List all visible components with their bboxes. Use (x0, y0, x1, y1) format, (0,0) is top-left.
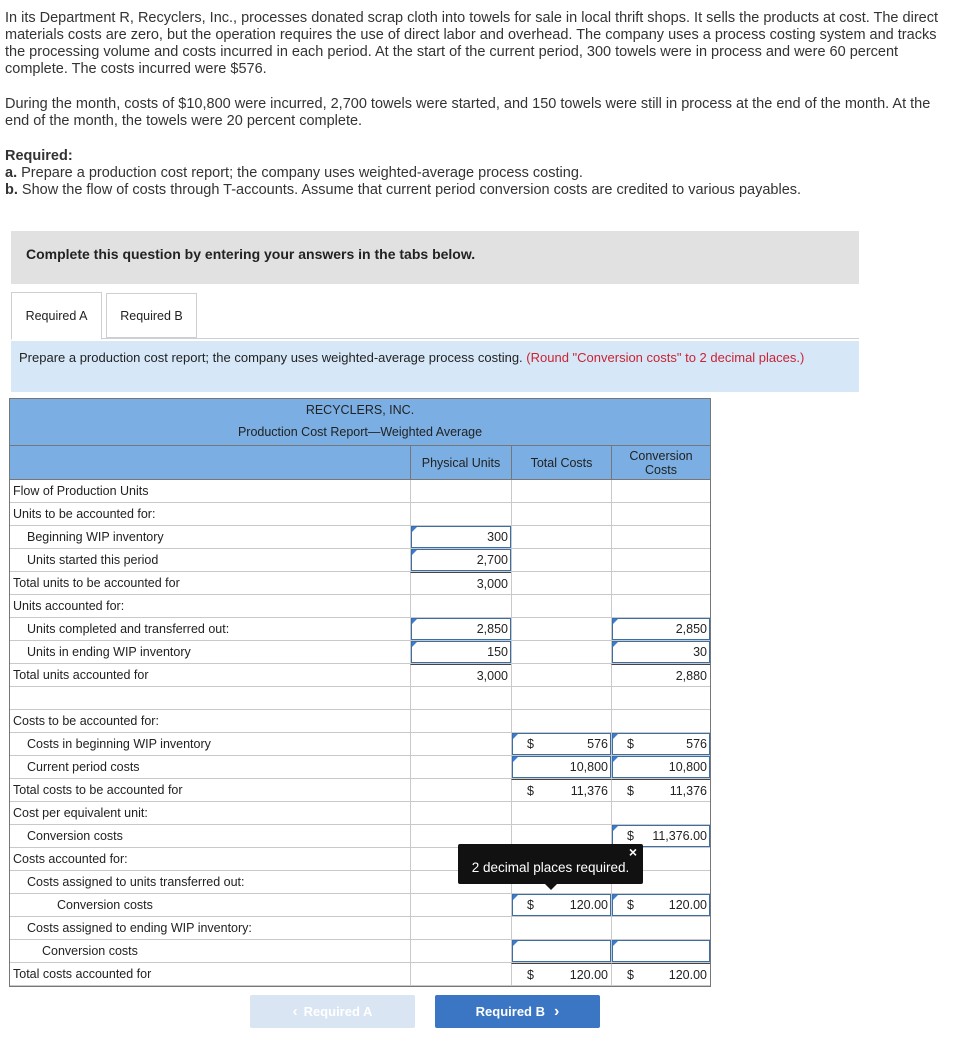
problem-statement (5, 10, 950, 199)
dollar-sign: $ (627, 898, 634, 912)
table-row (10, 618, 710, 641)
conversion-costs-header: Conversion Costs (611, 446, 710, 479)
tab-divider (11, 338, 859, 339)
current-costs-conv-input[interactable]: 10,800 (611, 756, 710, 778)
assigned-end-total-input[interactable] (511, 940, 611, 962)
completed-units-input[interactable]: 2,850 (410, 618, 511, 640)
table-row (10, 710, 710, 733)
banner-text: Complete this question by entering your answers in the tabs below. (26, 246, 476, 262)
total-accounted-conv: 2,880 (611, 664, 710, 686)
table-row (10, 779, 710, 802)
row-label: Conversion costs (27, 829, 123, 843)
instruction-text: Prepare a production cost report; the company uses weighted-average process costing. (19, 350, 523, 365)
prev-button-label: Required A (303, 1004, 373, 1019)
total-accounted-units: 3,000 (410, 664, 511, 686)
required-b (5, 182, 950, 199)
row-label: Flow of Production Units (13, 484, 149, 498)
row-label: Costs accounted for: (13, 852, 128, 866)
problem-paragraph-1: In its Department R, Recyclers, Inc., processes donated scrap cloth into towels for sale in local thrift shops. It sells the products at cost. The direct materials costs are zero, but the operation requires the use of direct labor and overhead. The company uses a process costing system and tracks the processing volume and costs incurred in each period. At the start of the current period, 300 towels were in process and were 60 percent complete. The costs incurred were $576. (5, 10, 938, 77)
required-b-text: Show the flow of costs through T-accounts. Assume that current period conversion costs are credited to various payables. (21, 182, 802, 198)
row-label: Beginning WIP inventory (27, 530, 164, 544)
total-to-account-units: 3,000 (410, 572, 511, 594)
table-row (10, 963, 710, 986)
table-row (10, 572, 710, 595)
row-label: Units completed and transferred out: (27, 622, 230, 636)
total-costs-total-value: 11,376 (570, 783, 608, 798)
beg-costs-total-input[interactable] (511, 733, 611, 755)
table-row (10, 894, 710, 917)
validation-tooltip (458, 844, 643, 884)
completed-conv-input[interactable]: 2,850 (611, 618, 710, 640)
ending-wip-conv-input[interactable]: 30 (611, 641, 710, 663)
required-heading: Required: (5, 148, 73, 164)
cost-per-eu-value: 11,376.00 (652, 829, 707, 843)
dollar-sign: $ (627, 968, 634, 982)
tab-required-a[interactable]: Required A (11, 292, 102, 340)
total-costs-total (511, 779, 611, 801)
tooltip-message: 2 decimal places required. (471, 860, 630, 875)
row-label: Costs to be accounted for: (13, 714, 159, 728)
total-accounted-costs-total (511, 963, 611, 985)
row-label: Total costs to be accounted for (13, 783, 183, 797)
total-costs-header: Total Costs (511, 446, 611, 479)
beg-costs-conv-value: 576 (686, 737, 707, 751)
table-row (10, 802, 710, 825)
dollar-sign: $ (527, 898, 534, 912)
row-label: Costs assigned to ending WIP inventory: (27, 921, 252, 935)
total-accounted-costs-conv (611, 963, 710, 985)
row-label: Units in ending WIP inventory (27, 645, 191, 659)
row-label: Conversion costs (42, 944, 138, 958)
next-button-label: Required B (475, 1004, 545, 1019)
row-label: Units accounted for: (13, 599, 125, 613)
required-b-letter: b. (5, 182, 18, 198)
tab-instruction (11, 341, 859, 392)
dollar-sign: $ (527, 784, 534, 798)
row-label: Cost per equivalent unit: (13, 806, 148, 820)
next-button[interactable] (435, 995, 600, 1028)
table-row (10, 940, 710, 963)
chevron-right-icon: › (554, 1002, 560, 1020)
row-label: Units to be accounted for: (13, 507, 156, 521)
row-label: Costs in beginning WIP inventory (27, 737, 211, 751)
production-cost-report (9, 398, 711, 987)
ending-wip-units-input[interactable]: 150 (410, 641, 511, 663)
started-units-input[interactable]: 2,700 (410, 549, 511, 571)
report-header (10, 399, 710, 446)
required-a (5, 165, 950, 182)
assigned-out-conv-value: 120.00 (668, 898, 707, 912)
table-row (10, 503, 710, 526)
dollar-sign: $ (627, 784, 634, 798)
row-label: Conversion costs (57, 898, 153, 912)
chevron-left-icon: ‹ (292, 1003, 298, 1020)
table-row (10, 664, 710, 687)
tab-required-b[interactable]: Required B (106, 293, 197, 338)
row-label: Total units accounted for (13, 668, 149, 682)
total-accounted-costs-conv-value: 120.00 (668, 967, 707, 982)
physical-units-header: Physical Units (410, 446, 511, 479)
table-row (10, 917, 710, 940)
close-icon[interactable]: × (628, 844, 637, 860)
required-section (5, 148, 950, 199)
current-costs-total-input[interactable]: 10,800 (511, 756, 611, 778)
row-label: Units started this period (27, 553, 159, 567)
table-row (10, 641, 710, 664)
problem-paragraph-2: During the month, costs of $10,800 were incurred, 2,700 towels were started, and 150 towels were still in process at the end of the month. At the end of the month, the towels were 20 percent complete. (5, 96, 931, 129)
instructions-banner (11, 231, 859, 284)
required-a-text: Prepare a production cost report; the company uses weighted-average process costing. (21, 165, 583, 181)
table-row (10, 756, 710, 779)
row-label: Current period costs (27, 760, 140, 774)
table-row (10, 549, 710, 572)
dollar-sign: $ (527, 737, 534, 751)
row-label: Costs assigned to units transferred out: (27, 875, 245, 889)
required-a-letter: a. (5, 165, 18, 181)
dollar-sign: $ (627, 829, 634, 843)
label-column-header (10, 446, 410, 479)
tooltip-arrow (545, 884, 557, 890)
table-row (10, 526, 710, 549)
row-label: Total costs accounted for (13, 967, 152, 981)
dollar-sign: $ (527, 968, 534, 982)
total-costs-conv-value: 11,376 (669, 783, 707, 798)
beg-costs-conv-input[interactable] (611, 733, 710, 755)
assigned-out-total-value: 120.00 (569, 898, 608, 912)
beg-costs-total-value: 576 (587, 737, 608, 751)
beg-wip-units-input[interactable]: 300 (410, 526, 511, 548)
total-costs-conv (611, 779, 710, 801)
dollar-sign: $ (627, 737, 634, 751)
table-row (10, 595, 710, 618)
company-name: RECYCLERS, INC. (305, 403, 415, 417)
assigned-out-total-input[interactable] (511, 894, 611, 916)
instruction-note: (Round "Conversion costs" to 2 decimal places.) (526, 350, 805, 365)
prev-button[interactable] (250, 995, 415, 1028)
assigned-end-conv-input[interactable] (611, 940, 710, 962)
table-row (10, 480, 710, 503)
row-label: Total units to be accounted for (13, 576, 180, 590)
column-headers (10, 446, 710, 480)
report-title: Production Cost Report—Weighted Average (237, 425, 483, 439)
table-row (10, 733, 710, 756)
total-accounted-costs-total-value: 120.00 (569, 967, 608, 982)
table-row-spacer (10, 687, 710, 710)
assigned-out-conv-input[interactable] (611, 894, 710, 916)
